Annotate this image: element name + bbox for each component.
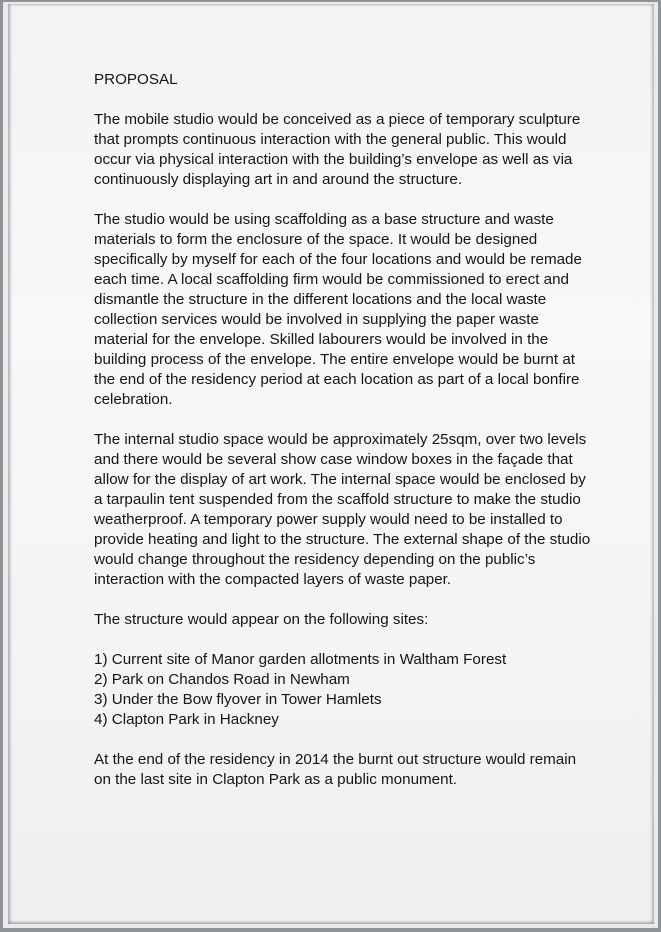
document-title: PROPOSAL	[94, 71, 178, 88]
paragraph-internal-space: The internal studio space would be approximately 25sqm, over two levels and there would be several show case window boxes in the façade that allow for the display of art work. The internal space would be enclosed by a tarpaulin tent suspended from the scaffold structure to make the studio weatherproof. A temporary power supply would need to be installed to provide heating and light to the structure. The external shape of the studio would change throughout the residency depending on the public’s interaction with the compacted layers of waste paper.	[94, 431, 591, 588]
paragraph-sites-intro: The structure would appear on the following sites:	[94, 611, 429, 628]
paragraph-concept: The mobile studio would be conceived as a piece of temporary sculpture that prompts continuous interaction with the general public. This would occur via physical interaction with the building’s envelope as well as via continuously displaying art in and around the structure.	[94, 111, 581, 188]
sites-list	[94, 650, 594, 730]
paragraph-closing: At the end of the residency in 2014 the burnt out structure would remain on the last site in Clapton Park as a public monument.	[94, 751, 577, 788]
list-item: 1) Current site of Manor garden allotments in Waltham Forest	[94, 651, 507, 668]
paragraph-structure: The studio would be using scaffolding as a base structure and waste materials to form the enclosure of the space. It would be designed specifically by myself for each of the four locations and would be remade each time. A local scaffolding firm would be commissioned to erect and dismantle the structure in the different locations and the local waste collection services would be involved in supplying the paper waste material for the envelope. Skilled labourers would be involved in the building process of the envelope. The entire envelope would be burnt at the end of the residency period at each location as part of a local bonfire celebration.	[94, 211, 582, 408]
list-item: 3) Under the Bow flyover in Tower Hamlets	[94, 691, 382, 708]
document-page	[8, 4, 654, 924]
document-body	[94, 70, 594, 810]
list-item: 2) Park on Chandos Road in Newham	[94, 671, 350, 688]
list-item: 4) Clapton Park in Hackney	[94, 711, 279, 728]
